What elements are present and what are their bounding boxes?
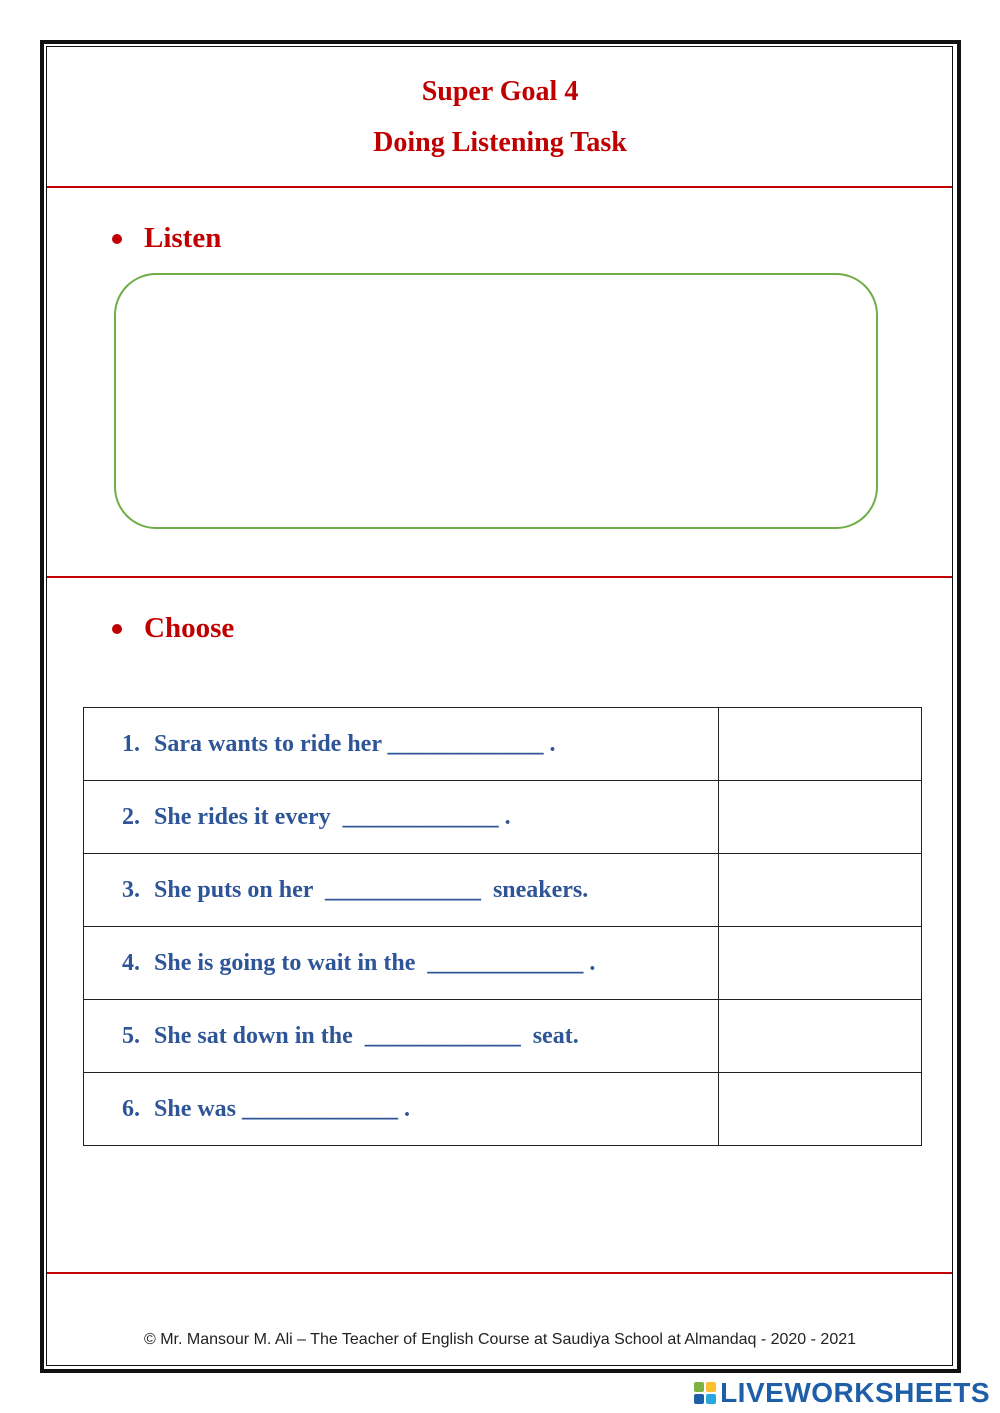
choose-section-heading — [112, 612, 234, 645]
table-row — [84, 708, 922, 781]
answer-select-1[interactable] — [719, 708, 922, 781]
worksheet-subtitle: Doing Listening Task — [373, 127, 627, 158]
question-text: She rides it every _____________ . — [154, 803, 511, 830]
question-cell — [84, 1000, 719, 1073]
answer-select-2[interactable] — [719, 781, 922, 854]
questions-table — [83, 707, 922, 1146]
answer-select-4[interactable] — [719, 927, 922, 1000]
table-row — [84, 927, 922, 1000]
bullet-icon — [112, 624, 122, 634]
divider-top — [47, 186, 952, 188]
question-cell — [84, 927, 719, 1000]
choose-label: Choose — [144, 612, 235, 644]
worksheet-title: Super Goal 4 — [421, 76, 579, 107]
question-cell — [84, 708, 719, 781]
answer-select-5[interactable] — [719, 1000, 922, 1073]
listen-section-heading — [112, 222, 221, 255]
question-cell — [84, 781, 719, 854]
brand-name: LIVEWORKSHEETS — [720, 1377, 990, 1408]
bullet-icon — [112, 234, 122, 244]
divider-bottom — [47, 1272, 952, 1274]
question-text: She sat down in the _____________ seat. — [154, 1022, 579, 1049]
question-text: She puts on her _____________ sneakers. — [154, 876, 589, 903]
answer-select-3[interactable] — [719, 854, 922, 927]
copyright-footer: © Mr. Mansour M. Ali – The Teacher of English Course at Saudiya School at Almandaq - 2020 - 2021 — [143, 1331, 857, 1348]
audio-player-box[interactable] — [114, 273, 878, 529]
table-row — [84, 854, 922, 927]
divider-middle — [47, 576, 952, 578]
question-number: 6. — [122, 1095, 140, 1122]
question-cell — [84, 1073, 719, 1146]
liveworksheets-logo-icon — [694, 1382, 716, 1404]
question-number: 2. — [122, 803, 140, 830]
table-row — [84, 781, 922, 854]
question-cell — [84, 854, 719, 927]
listen-label: Listen — [144, 222, 222, 254]
table-row — [84, 1073, 922, 1146]
question-text: She is going to wait in the _____________ . — [154, 949, 596, 976]
question-number: 1. — [122, 730, 140, 757]
table-row — [84, 1000, 922, 1073]
question-number: 4. — [122, 949, 140, 976]
question-text: Sara wants to ride her _____________ . — [154, 730, 556, 757]
question-number: 3. — [122, 876, 140, 903]
question-number: 5. — [122, 1022, 140, 1049]
question-text: She was _____________ . — [154, 1095, 411, 1122]
liveworksheets-brand — [694, 1377, 990, 1409]
answer-select-6[interactable] — [719, 1073, 922, 1146]
